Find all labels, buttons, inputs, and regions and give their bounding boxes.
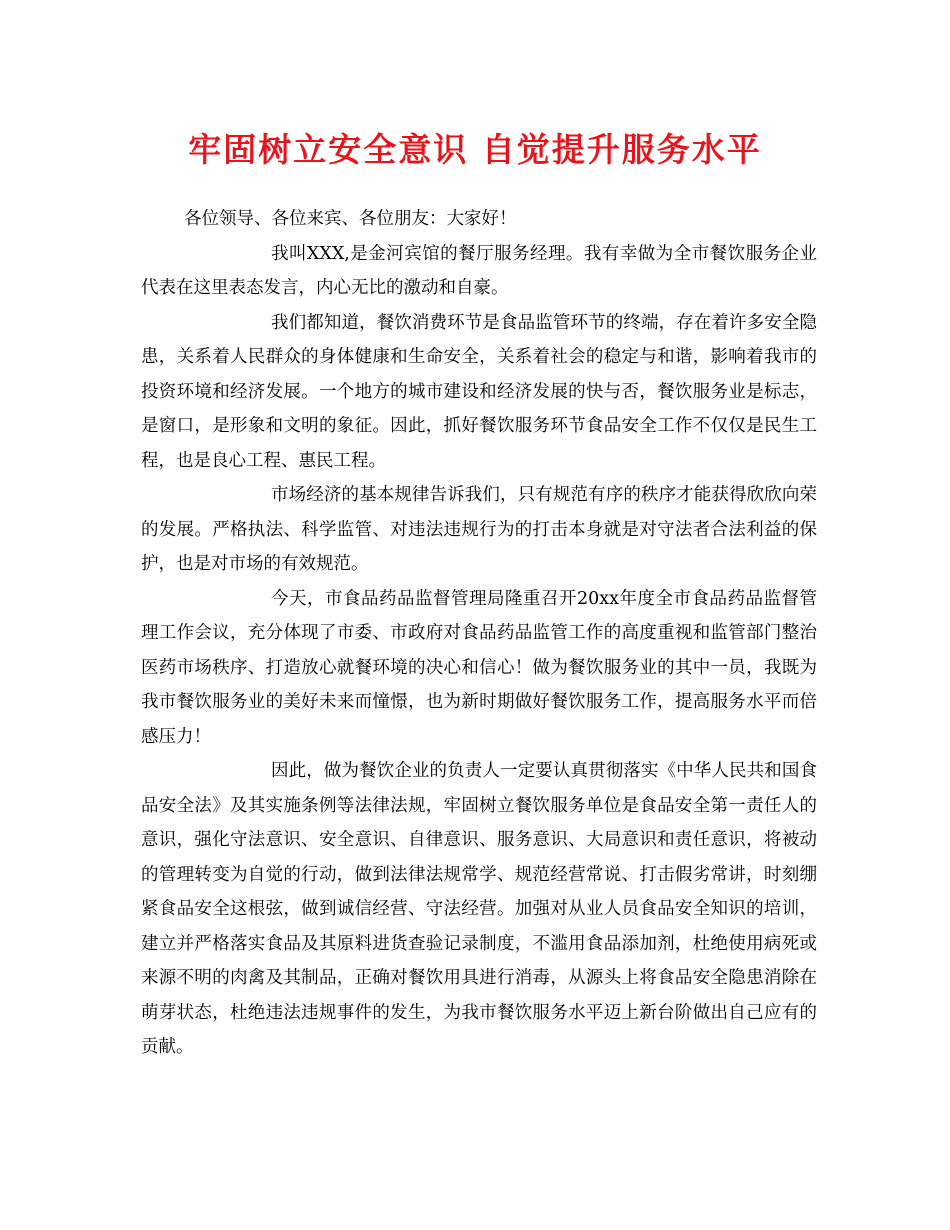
paragraph-meeting: 今天，市食品药品监督管理局隆重召开20xx年度全市食品药品监督管理工作会议，充分体现了市委、市政府对食品药品监管工作的高度重视和监管部门整治医药市场秩序、打造放心就餐环境的决心和信心！做为餐饮服务业的其中一员，我既为我市餐饮服务业的美好未来而憧憬，也为新时期做好餐饮服务工作，提高服务水平而倍感压力！: [141, 588, 817, 747]
paragraph-commitment: 因此，做为餐饮企业的负责人一定要认真贯彻落实《中华人民共和国食品安全法》及其实施条例等法律法规，牢固树立餐饮服务单位是食品安全第一责任人的意识，强化守法意识、安全意识、自律意识、服务意识、大局意识和责任意识，将被动的管理转变为自觉的行动，做到法律法规常学、规范经营常说、打击假劣常讲，时刻绷紧食品安全这根弦，做到诚信经营、守法经营。加强对从业人员食品安全知识的培训，建立并严格落实食品及其原料进货查验记录制度，不滥用食品添加剂，杜绝使用病死或来源不明的肉禽及其制品，正确对餐饮用具进行消毒，从源头上将食品安全隐患消除在萌芽状态，杜绝违法违规事件的发生，为我市餐饮服务水平迈上新台阶做出自己应有的贡献。: [141, 761, 817, 1057]
paragraph-importance: 我们都知道，餐饮消费环节是食品监管环节的终端，存在着许多安全隐患，关系着人民群众的身体健康和生命安全，关系着社会的稳定与和谐，影响着我市的投资环境和经济发展。一个地方的城市建设和经济发展的快与否，餐饮服务业是标志，是窗口，是形象和文明的象征。因此，抓好餐饮服务环节食品安全工作不仅仅是民生工程，也是良心工程、惠民工程。: [141, 312, 817, 471]
paragraph-market: 市场经济的基本规律告诉我们，只有规范有序的秩序才能获得欣欣向荣的发展。严格执法、科学监管、对违法违规行为的打击本身就是对守法者合法利益的保护，也是对市场的有效规范。: [141, 485, 817, 574]
greeting: 各位领导、各位来宾、各位朋友：大家好！: [184, 209, 517, 229]
document-body: [141, 202, 817, 1065]
document-title: 牢固树立安全意识 自觉提升服务水平: [188, 130, 762, 169]
paragraph-intro: 我叫XXX,是金河宾馆的餐厅服务经理。我有幸做为全市餐饮服务企业代表在这里表态发言，内心无比的激动和自豪。: [141, 243, 817, 298]
